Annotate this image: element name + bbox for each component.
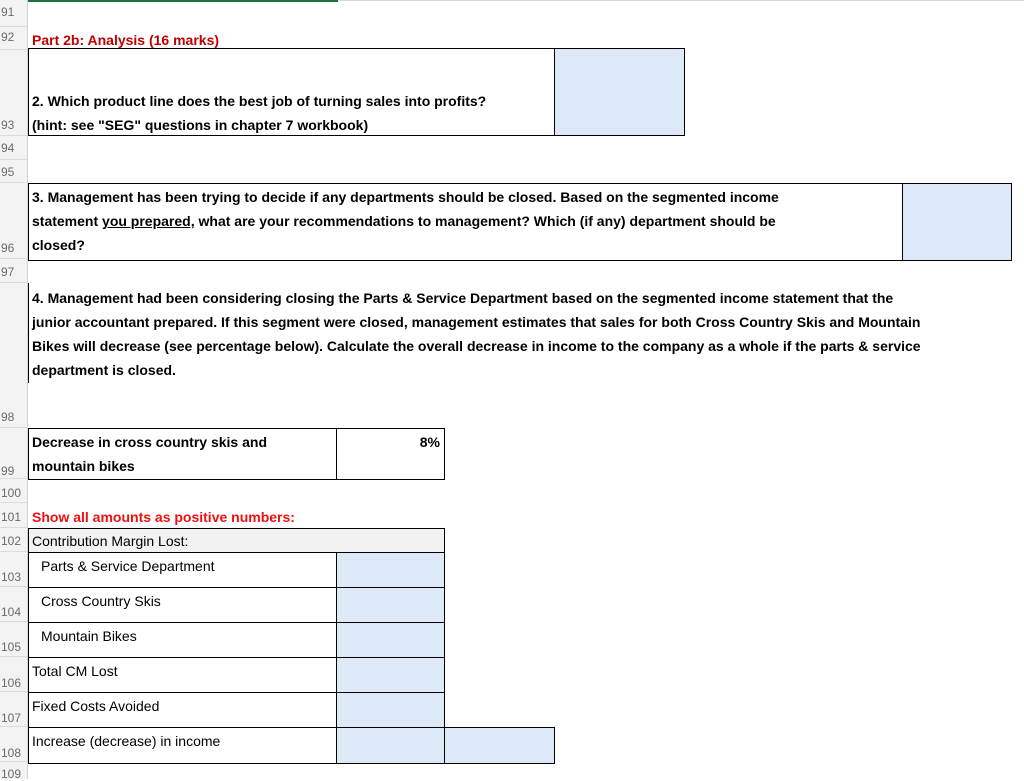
row-number[interactable]: 96	[0, 241, 27, 259]
instruction-text: Show all amounts as positive numbers:	[32, 509, 295, 525]
section-title: Part 2b: Analysis (16 marks)	[32, 32, 220, 48]
q4-text-line1: 4. Management had been considering closing the Parts & Service Department based on the segmented income statement that the	[32, 290, 894, 306]
input-parts-service[interactable]	[336, 552, 445, 588]
row-number[interactable]: 107	[0, 711, 27, 727]
row-header-column	[0, 0, 28, 779]
q2-text-line2: (hint: see "SEG" questions in chapter 7 workbook)	[32, 117, 369, 133]
q3-text-line2: statement you prepared, what are your recommendations to management? Which (if any) department should be	[32, 213, 776, 229]
q4-text-line3: Bikes will decrease (see percentage below). Calculate the overall decrease in income to the company as a whole if the parts & service	[32, 338, 921, 354]
row-label-parts-service: Parts & Service Department	[41, 558, 215, 574]
row-number[interactable]: 99	[0, 464, 27, 479]
input-cross-country-skis[interactable]	[336, 587, 445, 623]
q4-left-border	[28, 283, 29, 383]
q2-text-line1: 2. Which product line does the best job of turning sales into profits?	[32, 93, 487, 109]
q4-text-line2: junior accountant prepared. If this segment were closed, management estimates that sales for both Cross Country Skis and Mountain	[32, 314, 921, 330]
decrease-label-line1: Decrease in cross country skis and	[32, 434, 267, 450]
row-label-fixed-costs-avoided: Fixed Costs Avoided	[32, 698, 160, 714]
row-label-increase-decrease-income: Increase (decrease) in income	[32, 733, 221, 749]
input-total-cm-lost[interactable]	[336, 657, 445, 693]
input-mountain-bikes[interactable]	[336, 622, 445, 658]
row-number[interactable]: 101	[0, 510, 27, 528]
q3-text-line1: 3. Management has been trying to decide if any departments should be closed. Based on the segmented income	[32, 189, 779, 205]
q3-text-line3: closed?	[32, 237, 85, 253]
row-number[interactable]: 95	[0, 165, 27, 183]
row-number[interactable]: 106	[0, 676, 27, 692]
row-number[interactable]: 93	[0, 118, 27, 136]
row-label-cross-country-skis: Cross Country Skis	[41, 593, 161, 609]
input-increase-decrease-income-total[interactable]	[444, 727, 555, 764]
selected-column-indicator	[28, 0, 338, 2]
cm-table-header: Contribution Margin Lost:	[32, 533, 189, 549]
row-number[interactable]: 98	[0, 410, 27, 428]
q4-text-line4: department is closed.	[32, 362, 176, 378]
decrease-value: 8%	[419, 434, 440, 450]
row-number[interactable]: 102	[0, 534, 27, 552]
row-label-total-cm-lost: Total CM Lost	[32, 663, 118, 679]
decrease-label-line2: mountain bikes	[32, 458, 135, 474]
row-number[interactable]: 104	[0, 605, 27, 622]
q3-underlined-phrase: you prepared,	[102, 213, 195, 229]
row-number[interactable]: 94	[0, 141, 27, 160]
row-label-mountain-bikes: Mountain Bikes	[41, 628, 137, 644]
row-number[interactable]: 91	[0, 5, 27, 27]
row-number[interactable]: 103	[0, 570, 27, 587]
row-number[interactable]: 100	[0, 486, 27, 503]
q3-answer-cell[interactable]	[902, 183, 1012, 261]
row-number[interactable]: 105	[0, 640, 27, 657]
q2-answer-cell[interactable]	[554, 48, 685, 136]
row-number[interactable]: 108	[0, 746, 27, 762]
row-number[interactable]: 109	[1, 767, 22, 781]
input-increase-decrease-income[interactable]	[336, 727, 445, 764]
input-fixed-costs-avoided[interactable]	[336, 692, 445, 728]
row-number[interactable]: 97	[0, 265, 27, 283]
row-number[interactable]: 92	[0, 30, 27, 50]
